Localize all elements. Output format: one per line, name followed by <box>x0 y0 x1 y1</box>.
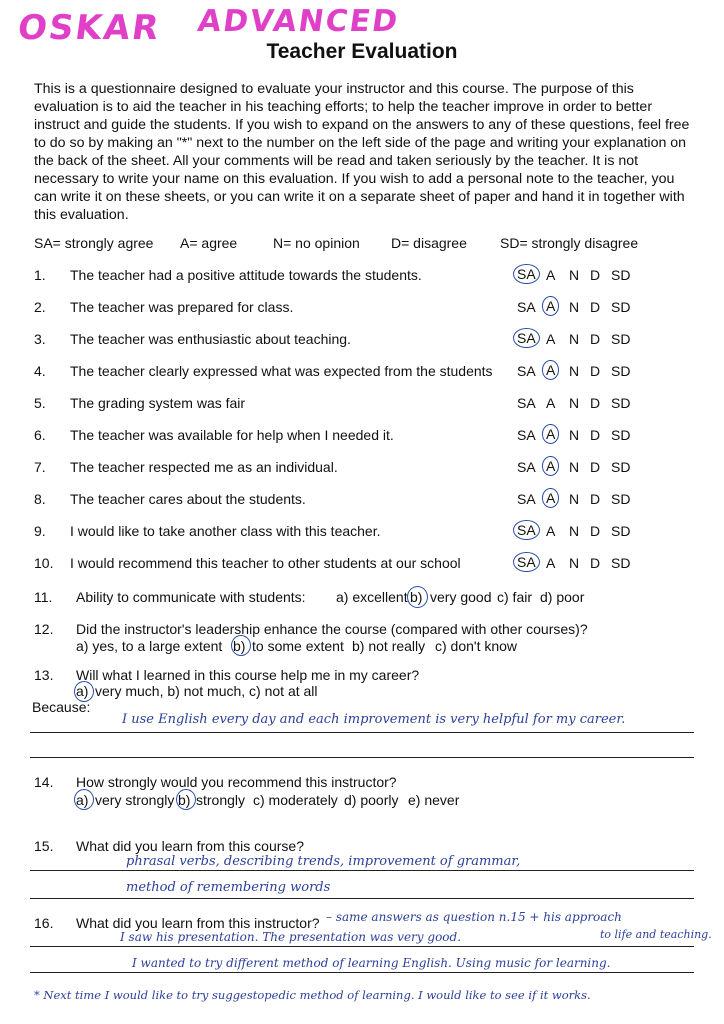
option-sa[interactable]: SA <box>513 520 540 540</box>
option-a[interactable]: a) excellent <box>336 589 408 605</box>
option-sd[interactable]: SD <box>611 459 631 475</box>
rating-question-8 <box>0 491 724 513</box>
option-sa[interactable]: SA <box>513 264 540 284</box>
option-sa[interactable]: SA <box>517 491 536 507</box>
option-b-letter[interactable]: b) <box>410 589 423 605</box>
option-e[interactable]: e) never <box>408 792 460 808</box>
question-number: 13. <box>34 667 54 683</box>
option-a[interactable]: A <box>542 424 559 444</box>
handwritten-footnote: * Next time I would like to try suggestopedic method of learning. I would like to see if it works. <box>34 988 591 1002</box>
question-number: 4. <box>34 363 46 379</box>
option-b-letter[interactable]: b) <box>233 638 246 654</box>
option-n[interactable]: N <box>569 523 580 539</box>
option-c[interactable]: c) moderately <box>253 792 338 808</box>
question-text: The teacher was prepared for class. <box>70 299 294 315</box>
answer-line <box>30 898 694 899</box>
rating-question-10 <box>0 555 724 577</box>
answer-circle <box>407 586 428 608</box>
question-number: 10. <box>34 555 54 571</box>
handwritten-because: I use English every day and each improvement is very helpful for my career. <box>122 712 626 727</box>
option-d[interactable]: c) don't know <box>435 638 518 654</box>
option-a[interactable]: A <box>542 488 559 508</box>
option-d[interactable]: D <box>590 267 601 283</box>
question-text: Did the instructor's leadership enhance the course (compared with other courses)? <box>76 621 588 637</box>
scale-d: D= disagree <box>391 235 467 251</box>
answer-line <box>30 757 694 758</box>
option-n[interactable]: N <box>569 267 580 283</box>
option-n[interactable]: N <box>569 363 580 379</box>
option-sa[interactable]: SA <box>513 328 540 348</box>
question-text: How strongly would you recommend this instructor? <box>76 774 397 790</box>
option-sd[interactable]: SD <box>611 427 631 443</box>
option-a[interactable]: A <box>546 395 556 411</box>
option-b[interactable]: strongly <box>196 792 246 808</box>
handwritten-answer-16: – same answers as question n.15 + his approach <box>326 910 622 924</box>
handwritten-answer-15: method of remembering words <box>126 880 331 895</box>
option-a[interactable]: A <box>546 523 556 539</box>
answer-circle <box>74 789 94 810</box>
option-a[interactable]: a) yes, to a large extent <box>76 638 223 654</box>
question-number: 15. <box>34 838 54 854</box>
intro-paragraph: This is a questionnaire designed to evaluate your instructor and this course. The purpose of this evaluation is to aid the teacher in his teaching efforts; to help the teacher improve in order to better instruct and guide the students. If you wish to expand on the answers to any of these questions, feel free to do so by making an "*" next to the number on the left side of the page and writing your explanation on the back of the sheet. All your comments will be read and taken seriously by the teacher. It is not necessary to write your name on this evaluation. If you wish to add a personal note to the teacher, you can write it on these sheets, or you can write it on a separate sheet of paper and hand it in together with this evaluation. <box>34 81 690 223</box>
option-a[interactable]: A <box>542 360 559 380</box>
scale-sd: SD= strongly disagree <box>500 235 639 251</box>
handwritten-note-16: to life and teaching. <box>600 928 712 941</box>
option-sd[interactable]: SD <box>611 363 631 379</box>
option-a-letter[interactable]: a) <box>76 792 89 808</box>
handwritten-name: OSKAR <box>15 8 164 48</box>
scale-n: N= no opinion <box>273 235 360 251</box>
question-number: 7. <box>34 459 46 475</box>
option-sa[interactable]: SA <box>513 552 540 572</box>
option-d[interactable]: D <box>590 363 601 379</box>
question-number: 8. <box>34 491 46 507</box>
option-d[interactable]: d) poorly <box>344 792 399 808</box>
answer-line <box>30 870 694 871</box>
question-text: What did you learn from this course? <box>76 838 304 854</box>
question-text: The teacher had a positive attitude towards the students. <box>70 267 422 283</box>
answer-line <box>30 946 694 947</box>
because-label: Because: <box>32 699 91 715</box>
option-sd[interactable]: SD <box>611 299 631 315</box>
option-sa[interactable]: SA <box>517 395 536 411</box>
rating-question-7 <box>0 459 724 481</box>
option-rest[interactable]: very much, b) not much, c) not at all <box>95 683 318 699</box>
option-sd[interactable]: SD <box>611 395 631 411</box>
option-sd[interactable]: SD <box>611 523 631 539</box>
option-sa[interactable]: SA <box>517 459 536 475</box>
question-number: 3. <box>34 331 46 347</box>
rating-question-1 <box>0 267 724 289</box>
question-number: 9. <box>34 523 46 539</box>
question-number: 2. <box>34 299 46 315</box>
option-n[interactable]: N <box>569 331 580 347</box>
question-text: The teacher was available for help when I needed it. <box>70 427 394 443</box>
page-title: Teacher Evaluation <box>266 40 458 63</box>
question-number: 12. <box>34 621 54 637</box>
question-text: The grading system was fair <box>70 395 246 411</box>
answer-circle <box>74 681 94 702</box>
handwritten-answer-16: I saw his presentation. The presentation was very good. <box>120 930 462 944</box>
option-c[interactable]: c) fair <box>497 589 532 605</box>
option-d[interactable]: D <box>590 331 601 347</box>
option-sd[interactable]: SD <box>611 555 631 571</box>
question-text: The teacher respected me as an individual. <box>70 459 338 475</box>
option-sd[interactable]: SD <box>611 491 631 507</box>
question-text: The teacher was enthusiastic about teaching. <box>70 331 351 347</box>
scale-a: A= agree <box>180 235 238 251</box>
question-text: I would recommend this teacher to other students at our school <box>70 555 461 571</box>
handwritten-answer-15: phrasal verbs, describing trends, improvement of grammar, <box>126 854 521 869</box>
question-text: What did you learn from this instructor? <box>76 915 320 931</box>
option-d[interactable]: D <box>590 555 601 571</box>
question-text: Will what I learned in this course help me in my career? <box>76 667 420 683</box>
option-c[interactable]: b) not really <box>352 638 426 654</box>
option-d[interactable]: D <box>590 459 601 475</box>
handwritten-level: ADVANCED <box>195 4 402 39</box>
question-number: 6. <box>34 427 46 443</box>
answer-circle <box>176 789 196 810</box>
option-sd[interactable]: SD <box>611 267 631 283</box>
question-number: 14. <box>34 774 54 790</box>
option-a[interactable]: A <box>546 331 556 347</box>
answer-circle <box>231 635 251 656</box>
option-d[interactable]: d) poor <box>540 589 585 605</box>
option-b[interactable]: to some extent <box>252 638 344 654</box>
option-sd[interactable]: SD <box>611 331 631 347</box>
option-sa[interactable]: SA <box>517 299 536 315</box>
option-n[interactable]: N <box>569 299 580 315</box>
answer-line <box>30 732 694 733</box>
option-b-letter[interactable]: b) <box>178 792 191 808</box>
option-a[interactable]: A <box>546 267 556 283</box>
option-d[interactable]: D <box>590 491 601 507</box>
option-a[interactable]: A <box>546 555 556 571</box>
option-b[interactable]: very good <box>430 589 492 605</box>
handwritten-answer-16: I wanted to try different method of learning English. Using music for learning. <box>132 956 611 970</box>
option-d[interactable]: D <box>590 299 601 315</box>
question-number: 16. <box>34 915 54 931</box>
rating-question-3 <box>0 331 724 353</box>
question-text: The teacher clearly expressed what was expected from the students <box>70 363 493 379</box>
option-d[interactable]: D <box>590 395 601 411</box>
question-number: 5. <box>34 395 46 411</box>
option-a[interactable]: very strongly <box>95 792 175 808</box>
scale-legend <box>0 235 724 255</box>
option-n[interactable]: N <box>569 459 580 475</box>
option-a[interactable]: A <box>542 456 559 476</box>
question-number: 1. <box>34 267 46 283</box>
question-text: I would like to take another class with this teacher. <box>70 523 381 539</box>
option-sa[interactable]: SA <box>517 363 536 379</box>
option-n[interactable]: N <box>569 491 580 507</box>
option-sa[interactable]: SA <box>517 427 536 443</box>
rating-question-2 <box>0 299 724 321</box>
option-a[interactable]: A <box>542 296 559 316</box>
question-text: The teacher cares about the students. <box>70 491 306 507</box>
option-a-letter[interactable]: a) <box>76 683 89 699</box>
answer-line <box>30 972 694 973</box>
option-n[interactable]: N <box>569 395 580 411</box>
option-d[interactable]: D <box>590 427 601 443</box>
rating-question-6 <box>0 427 724 449</box>
option-n[interactable]: N <box>569 427 580 443</box>
rating-question-5 <box>0 395 724 417</box>
option-n[interactable]: N <box>569 555 580 571</box>
rating-question-4 <box>0 363 724 385</box>
question-number: 11. <box>34 589 53 605</box>
option-d[interactable]: D <box>590 523 601 539</box>
rating-question-9 <box>0 523 724 545</box>
question-text: Ability to communicate with students: <box>76 589 306 605</box>
scale-sa: SA= strongly agree <box>34 235 154 251</box>
